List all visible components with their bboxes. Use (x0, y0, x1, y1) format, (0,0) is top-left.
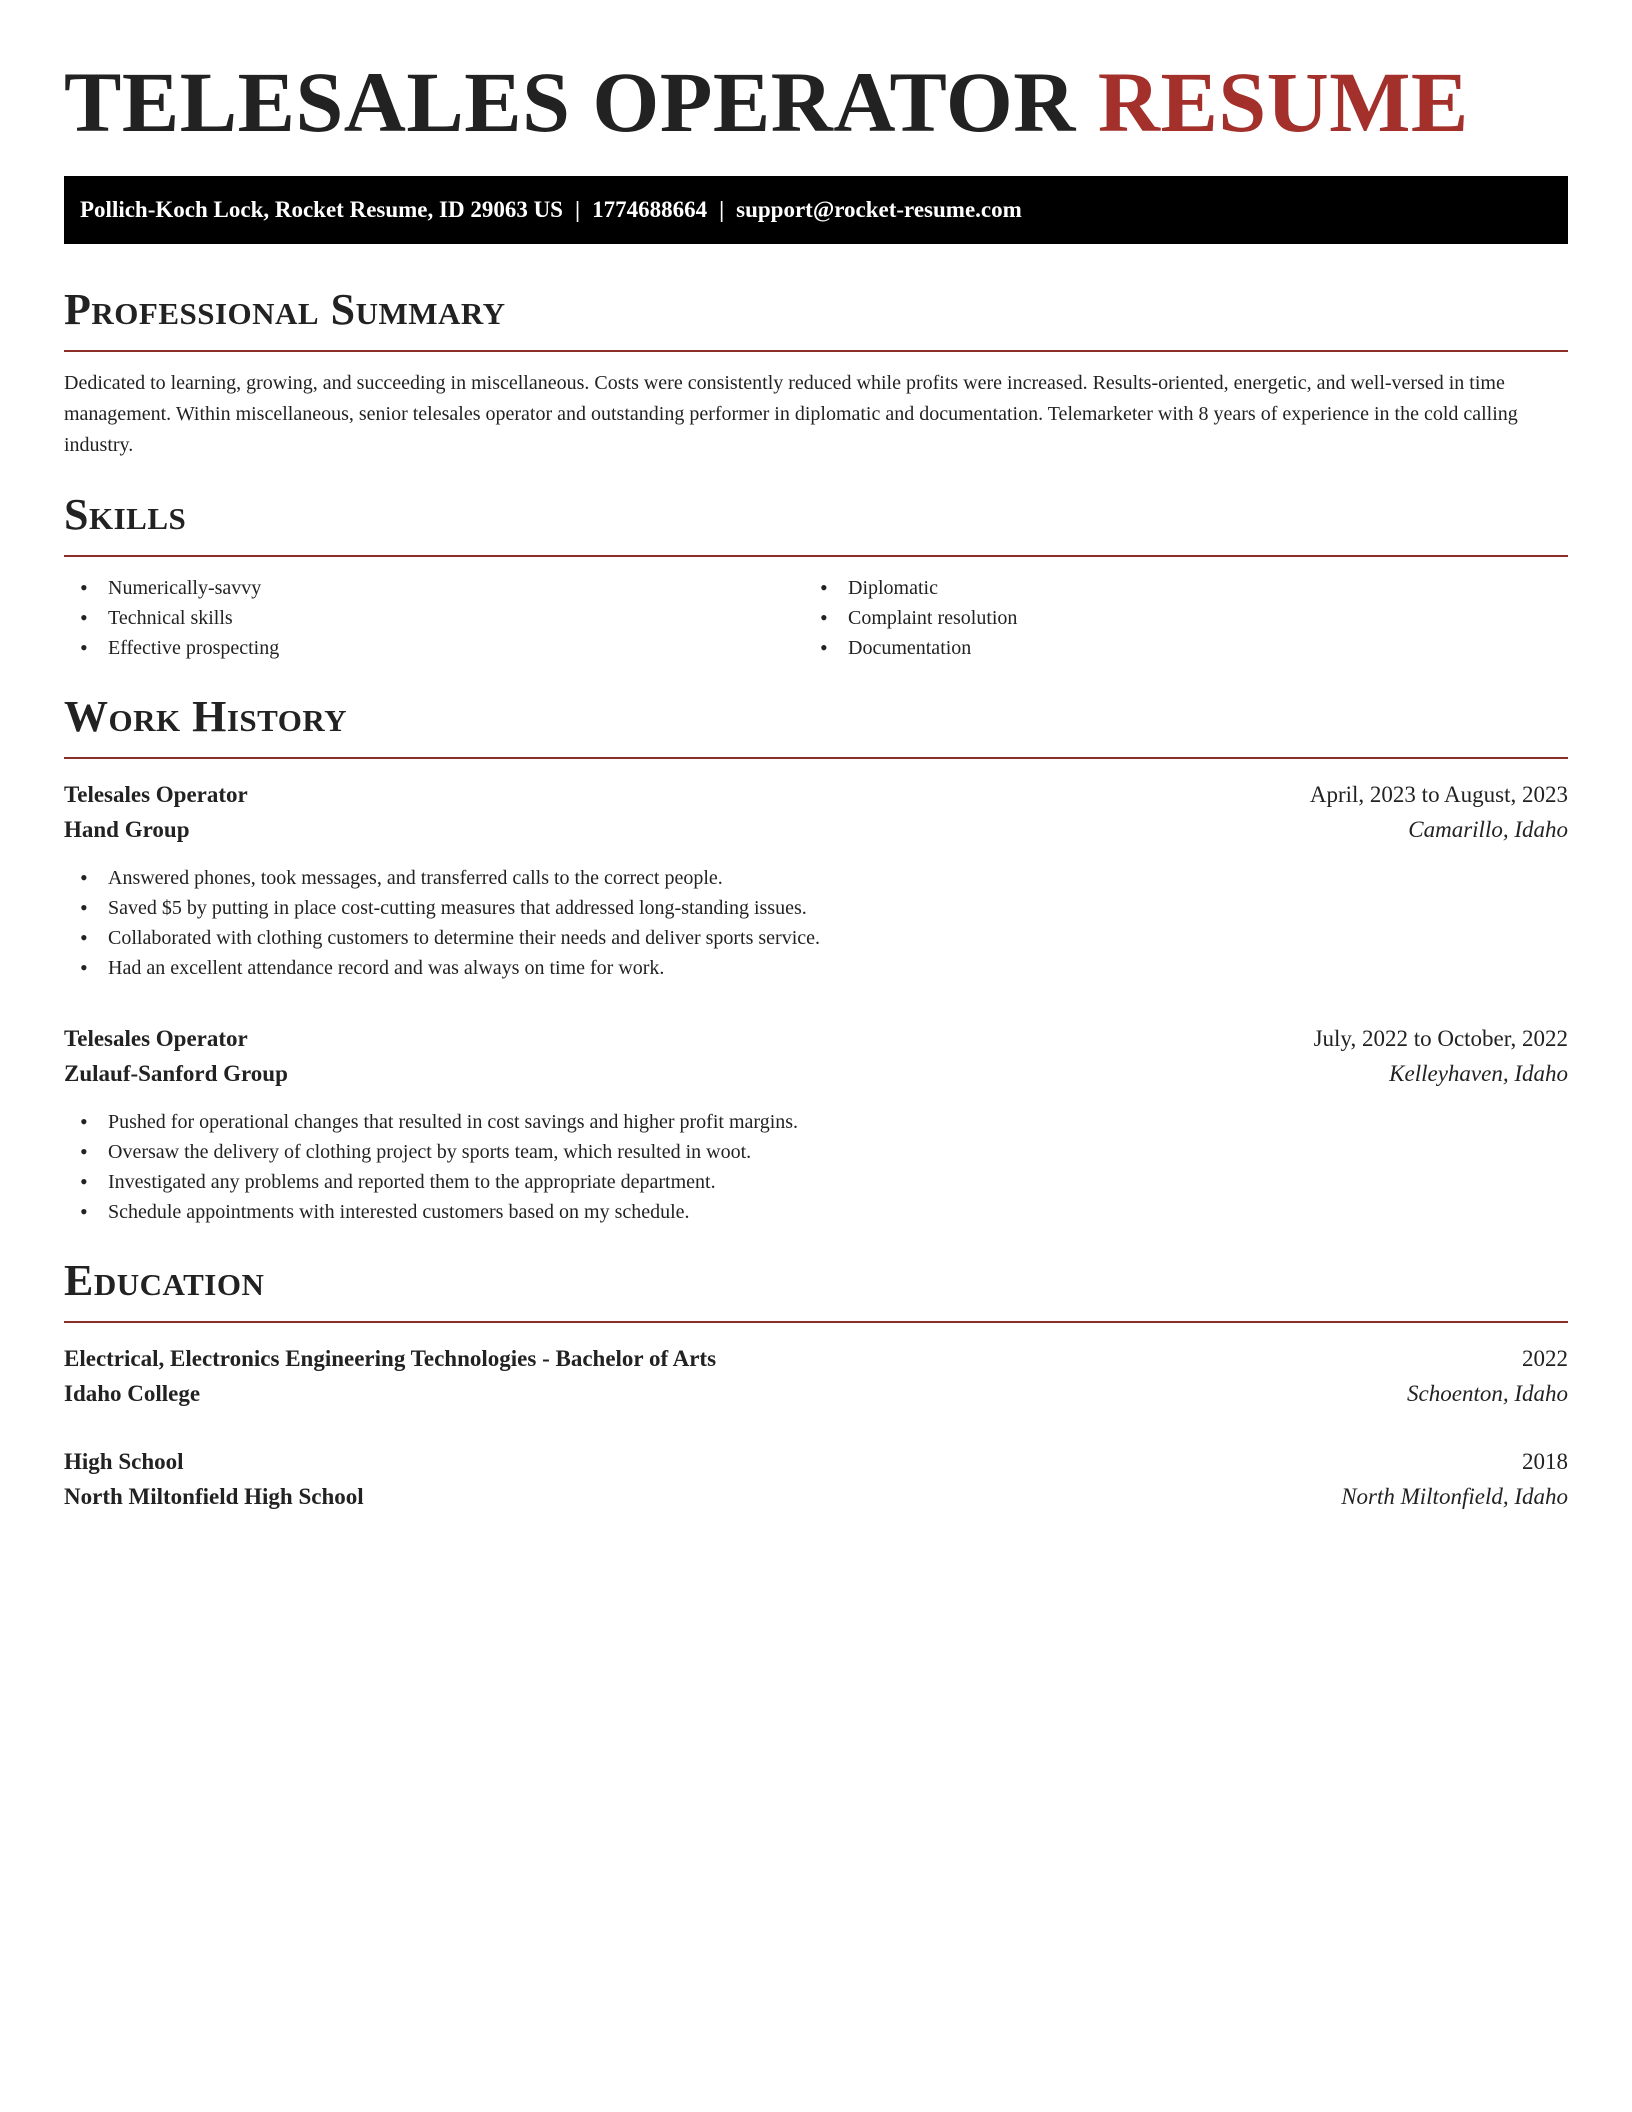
contact-separator: | (719, 197, 725, 222)
degree-name: Electrical, Electronics Engineering Technologies - Bachelor of Arts (64, 1346, 717, 1371)
school-location: Schoenton, Idaho (1407, 1381, 1568, 1406)
summary-text: Dedicated to learning, growing, and succeeding in miscellaneous. Costs were consistently reduced while profits were increased. Results-oriented, energetic, and well-versed in time management. Within miscellaneous, senior telesales operator and outstanding performer in diplomatic and documentation. Telemarketer with 8 years of experience in the cold calling industry. (64, 372, 1518, 456)
job-bullet: • Investigated any problems and reported them to the appropriate department. (64, 1167, 1568, 1197)
education-entry (64, 1444, 1568, 1514)
degree-row (64, 1444, 1568, 1479)
contact-email: support@rocket-resume.com (736, 197, 1022, 222)
section-divider (64, 350, 1568, 352)
title-main: TELESALES OPERATOR (64, 54, 1076, 150)
job-company-row (64, 812, 1568, 847)
section-divider (64, 555, 1568, 557)
degree-row (64, 1341, 1568, 1376)
skill-item: • Diplomatic (804, 573, 1544, 603)
section-divider (64, 757, 1568, 759)
skill-item: • Effective prospecting (64, 633, 804, 663)
skills-right-list (804, 573, 1544, 663)
job-company-row (64, 1056, 1568, 1091)
job-bullet: • Oversaw the delivery of clothing project by sports team, which resulted in woot. (64, 1137, 1568, 1167)
skills-columns (64, 573, 1568, 663)
summary-heading: Professional Summary (64, 285, 506, 334)
skill-item: • Documentation (804, 633, 1544, 663)
education-section (64, 1253, 1568, 1514)
job-company: Hand Group (64, 817, 190, 842)
job-location: Kelleyhaven, Idaho (1389, 1061, 1568, 1086)
degree-name: High School (64, 1449, 184, 1474)
job-bullet: • Had an excellent attendance record and was always on time for work. (64, 953, 1568, 983)
job-bullet: • Saved $5 by putting in place cost-cutting measures that addressed long-standing issues. (64, 893, 1568, 923)
contact-separator: | (574, 197, 581, 222)
job-company: Zulauf-Sanford Group (64, 1061, 288, 1086)
education-entry (64, 1341, 1568, 1411)
school-name: Idaho College (64, 1381, 201, 1406)
job-entry (64, 1021, 1568, 1227)
education-heading: Education (64, 1256, 265, 1305)
skills-heading: Skills (64, 490, 187, 539)
skill-item: • Technical skills (64, 603, 804, 633)
job-dates: April, 2023 to August, 2023 (1309, 782, 1568, 807)
contact-phone: 1774688664 (592, 197, 708, 222)
page-title (64, 0, 1568, 152)
school-row (64, 1376, 1568, 1411)
graduation-year: 2018 (1522, 1449, 1568, 1474)
graduation-year: 2022 (1522, 1346, 1568, 1371)
job-bullet: • Collaborated with clothing customers to determine their needs and deliver sports service. (64, 923, 1568, 953)
job-bullet: • Answered phones, took messages, and transferred calls to the correct people. (64, 863, 1568, 893)
school-row (64, 1479, 1568, 1514)
work-heading: Work History (64, 692, 348, 741)
job-title: Telesales Operator (64, 782, 248, 807)
job-bullet: • Schedule appointments with interested customers based on my schedule. (64, 1197, 1568, 1227)
skills-left-list (64, 573, 804, 663)
school-location: North Miltonfield, Idaho (1341, 1484, 1568, 1509)
contact-bar (64, 176, 1568, 244)
work-section (64, 689, 1568, 1227)
job-bullets (64, 1107, 1568, 1227)
job-bullet: • Pushed for operational changes that resulted in cost savings and higher profit margins. (64, 1107, 1568, 1137)
job-title-row (64, 777, 1568, 812)
job-dates: July, 2022 to October, 2022 (1313, 1026, 1568, 1051)
skill-item: • Complaint resolution (804, 603, 1544, 633)
summary-section (64, 282, 1568, 461)
job-title-row (64, 1021, 1568, 1056)
job-location: Camarillo, Idaho (1408, 817, 1568, 842)
skill-item: • Numerically-savvy (64, 573, 804, 603)
title-accent: RESUME (1097, 54, 1469, 150)
skills-section (64, 487, 1568, 663)
job-bullets (64, 863, 1568, 983)
contact-address: Pollich-Koch Lock, Rocket Resume, ID 29063 US (80, 197, 563, 222)
resume-page (64, 0, 1568, 1514)
school-name: North Miltonfield High School (64, 1484, 364, 1509)
job-title: Telesales Operator (64, 1026, 248, 1051)
job-entry (64, 777, 1568, 983)
section-divider (64, 1321, 1568, 1323)
